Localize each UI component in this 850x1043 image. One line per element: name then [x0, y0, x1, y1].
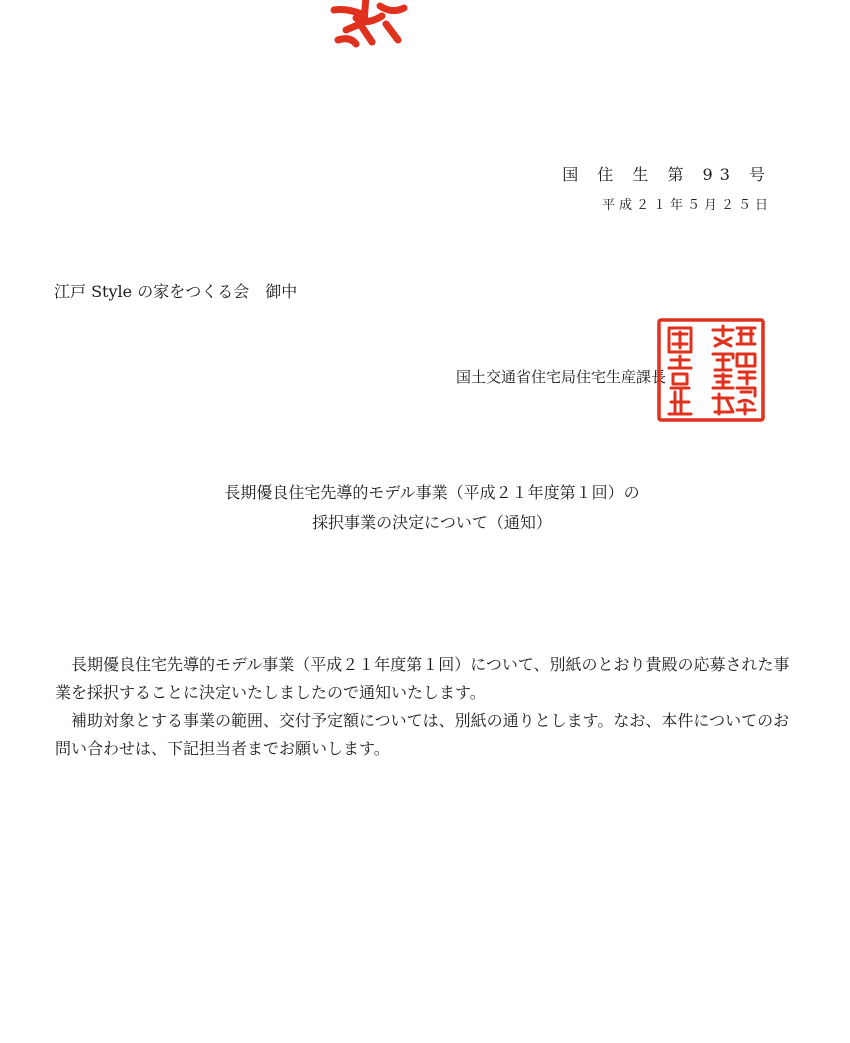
addressee: 江戸 Style の家をつくる会 御中: [54, 282, 298, 301]
subject-line-2: 採択事業の決定について（通知）: [312, 513, 552, 532]
top-red-stamp-fragment: [326, 0, 410, 48]
sender-title: 国土交通省住宅局住宅生産課長: [456, 368, 667, 386]
body-paragraph-1: 長期優良住宅先導的モデル事業（平成２１年度第１回）について、別紙のとおり貴殿の応募された事業を採択することに決定いたしましたので通知いたします。: [55, 655, 790, 702]
notice-subject: [0, 478, 850, 538]
body-paragraph-2: 補助対象とする事業の範囲、交付予定額については、別紙の通りとします。なお、本件についてのお問い合わせは、下記担当者までお願いします。: [55, 711, 790, 758]
document-number: 国 住 生 第 93 号: [562, 165, 772, 184]
official-seal: [655, 316, 767, 424]
document-date: 平成２１年５月２５日: [601, 198, 772, 213]
subject-line-1: 長期優良住宅先導的モデル事業（平成２１年度第１回）の: [224, 483, 640, 502]
notice-body: [55, 651, 795, 763]
